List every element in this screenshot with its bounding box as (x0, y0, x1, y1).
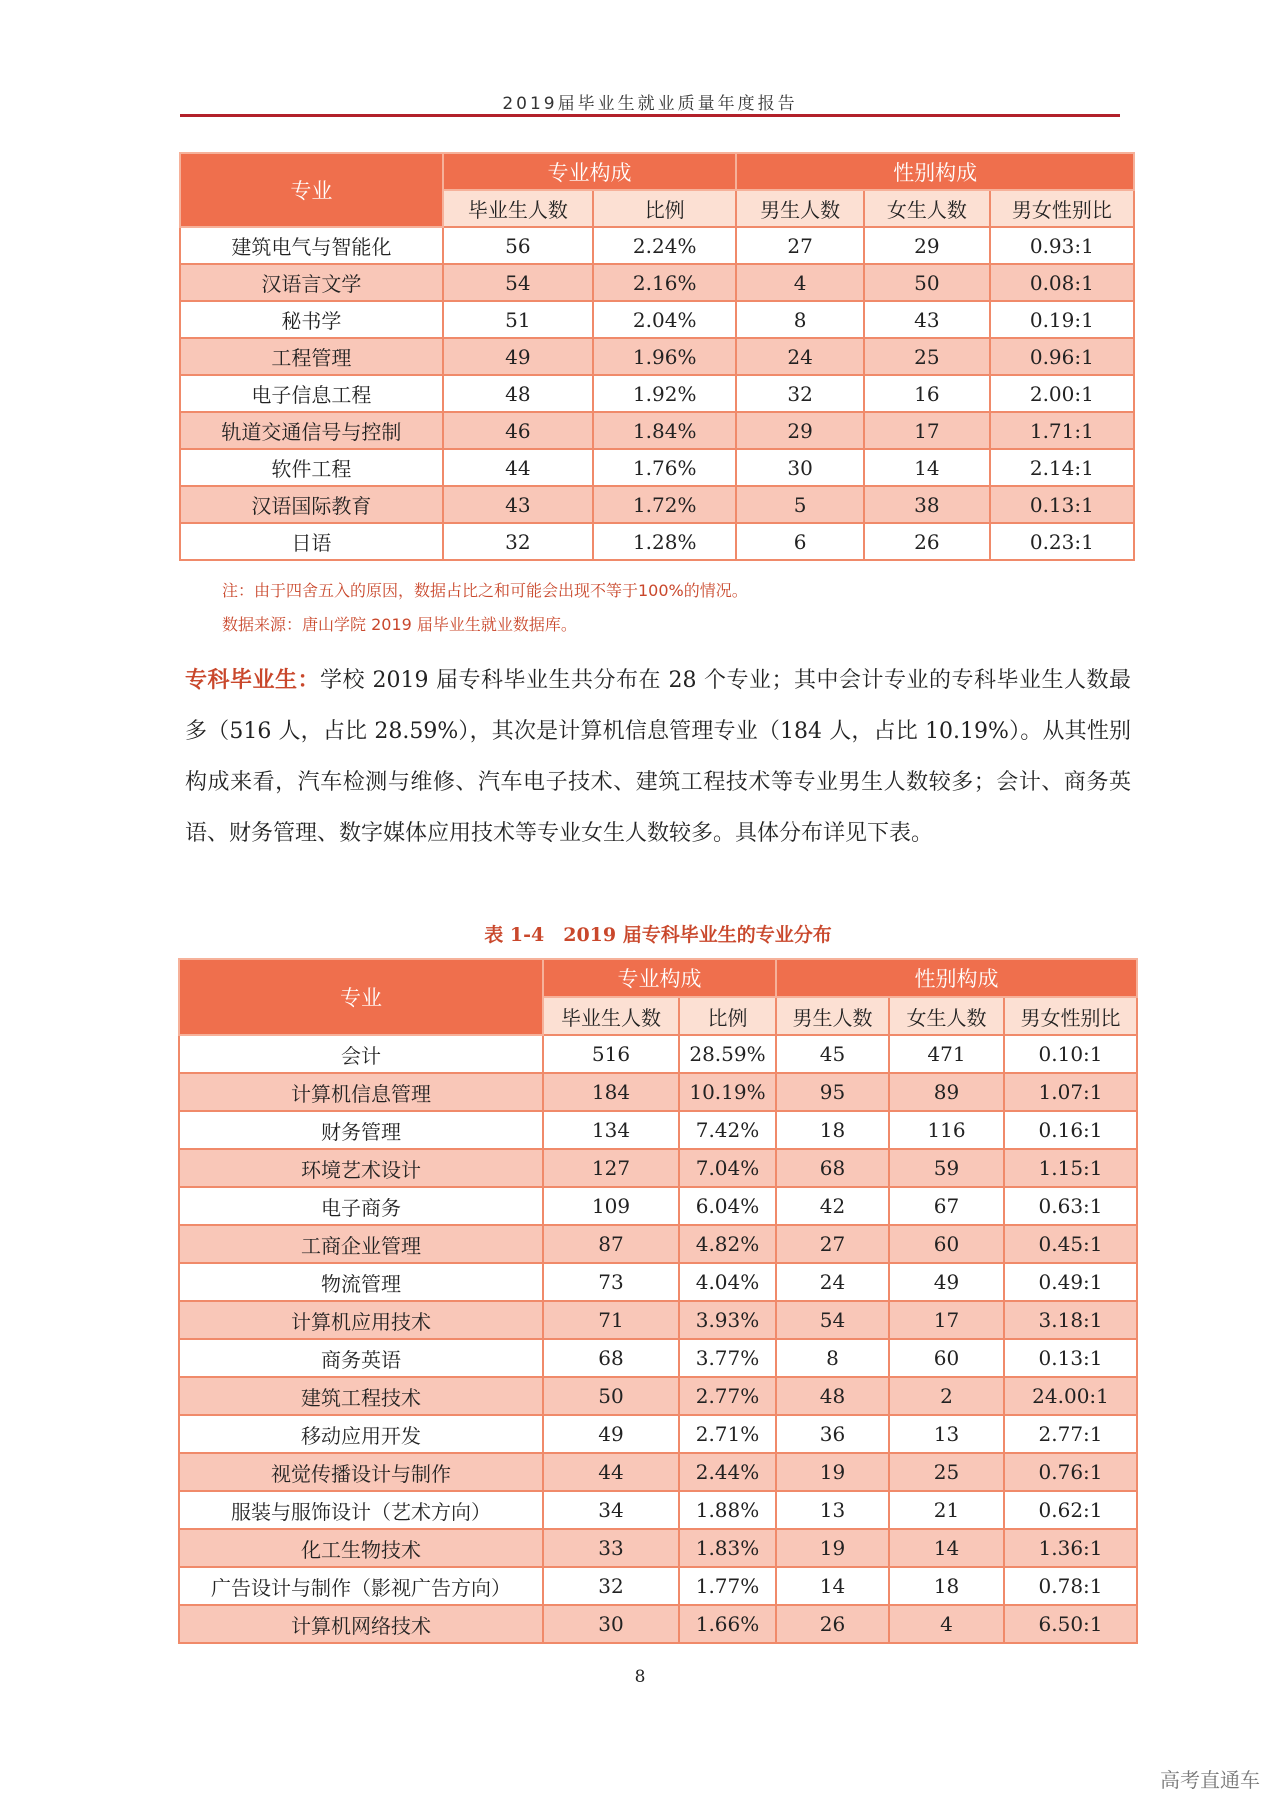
paragraph-lead: 专科毕业生： (185, 668, 321, 693)
male-cell: 19 (776, 1529, 889, 1567)
table-row (179, 1567, 1137, 1605)
male-cell: 26 (776, 1605, 889, 1643)
sex-ratio-cell: 2.00:1 (990, 375, 1134, 412)
female-cell: 17 (889, 1301, 1004, 1339)
graduates-cell: 49 (443, 338, 593, 375)
female-cell: 60 (889, 1339, 1004, 1377)
table-row (179, 1035, 1137, 1073)
sex-ratio-cell: 0.63:1 (1004, 1187, 1137, 1225)
page-number: 8 (634, 1667, 646, 1687)
major-cell: 电子信息工程 (180, 375, 443, 412)
major-cell: 日语 (180, 523, 443, 560)
header-female: 女生人数 (864, 190, 990, 227)
sex-ratio-cell: 24.00:1 (1004, 1377, 1137, 1415)
ratio-cell: 1.96% (593, 338, 736, 375)
graduates-cell: 44 (443, 449, 593, 486)
table-row (179, 1453, 1137, 1491)
male-cell: 5 (736, 486, 864, 523)
header-major: 专业 (180, 153, 443, 227)
female-cell: 59 (889, 1149, 1004, 1187)
header-graduates: 毕业生人数 (543, 997, 679, 1035)
junior-college-major-table (178, 958, 1138, 1644)
table-row (180, 301, 1134, 338)
female-cell: 67 (889, 1187, 1004, 1225)
male-cell: 18 (776, 1111, 889, 1149)
female-cell: 471 (889, 1035, 1004, 1073)
female-cell: 2 (889, 1377, 1004, 1415)
table-row (179, 1529, 1137, 1567)
sex-ratio-cell: 6.50:1 (1004, 1605, 1137, 1643)
table-row (179, 1187, 1137, 1225)
sex-ratio-cell: 0.49:1 (1004, 1263, 1137, 1301)
female-cell: 21 (889, 1491, 1004, 1529)
header-composition: 专业构成 (543, 959, 776, 997)
header-rule (180, 114, 1120, 117)
male-cell: 32 (736, 375, 864, 412)
graduates-cell: 54 (443, 264, 593, 301)
ratio-cell: 1.77% (679, 1567, 776, 1605)
major-cell: 电子商务 (179, 1187, 543, 1225)
female-cell: 29 (864, 227, 990, 264)
graduates-cell: 33 (543, 1529, 679, 1567)
ratio-cell: 2.44% (679, 1453, 776, 1491)
ratio-cell: 2.71% (679, 1415, 776, 1453)
graduates-cell: 71 (543, 1301, 679, 1339)
major-cell: 移动应用开发 (179, 1415, 543, 1453)
table-note: 注：由于四舍五入的原因，数据占比之和可能会出现不等于100%的情况。 (222, 581, 748, 600)
male-cell: 30 (736, 449, 864, 486)
sex-ratio-cell: 1.07:1 (1004, 1073, 1137, 1111)
graduates-cell: 68 (543, 1339, 679, 1377)
header-male: 男生人数 (736, 190, 864, 227)
sex-ratio-cell: 0.62:1 (1004, 1491, 1137, 1529)
male-cell: 24 (736, 338, 864, 375)
major-cell: 建筑电气与智能化 (180, 227, 443, 264)
sex-ratio-cell: 0.23:1 (990, 523, 1134, 560)
ratio-cell: 28.59% (679, 1035, 776, 1073)
table-row (180, 375, 1134, 412)
major-cell: 会计 (179, 1035, 543, 1073)
major-cell: 财务管理 (179, 1111, 543, 1149)
female-cell: 43 (864, 301, 990, 338)
ratio-cell: 1.72% (593, 486, 736, 523)
table-row (179, 1111, 1137, 1149)
graduates-cell: 127 (543, 1149, 679, 1187)
female-cell: 26 (864, 523, 990, 560)
graduates-cell: 48 (443, 375, 593, 412)
graduates-cell: 51 (443, 301, 593, 338)
major-cell: 汉语言文学 (180, 264, 443, 301)
major-cell: 计算机信息管理 (179, 1073, 543, 1111)
major-cell: 工商企业管理 (179, 1225, 543, 1263)
graduates-cell: 516 (543, 1035, 679, 1073)
male-cell: 27 (736, 227, 864, 264)
header-composition: 专业构成 (443, 153, 737, 190)
ratio-cell: 2.24% (593, 227, 736, 264)
male-cell: 29 (736, 412, 864, 449)
female-cell: 60 (889, 1225, 1004, 1263)
male-cell: 95 (776, 1073, 889, 1111)
header-sex-ratio: 男女性别比 (990, 190, 1134, 227)
ratio-cell: 1.84% (593, 412, 736, 449)
graduates-cell: 34 (543, 1491, 679, 1529)
ratio-cell: 1.76% (593, 449, 736, 486)
header-major: 专业 (179, 959, 543, 1035)
table-row (180, 338, 1134, 375)
sex-ratio-cell: 0.78:1 (1004, 1567, 1137, 1605)
table-row (179, 1377, 1137, 1415)
female-cell: 16 (864, 375, 990, 412)
male-cell: 42 (776, 1187, 889, 1225)
graduates-cell: 50 (543, 1377, 679, 1415)
table-row (179, 1225, 1137, 1263)
major-cell: 汉语国际教育 (180, 486, 443, 523)
sex-ratio-cell: 0.45:1 (1004, 1225, 1137, 1263)
graduates-cell: 32 (543, 1567, 679, 1605)
sex-ratio-cell: 0.13:1 (990, 486, 1134, 523)
graduates-cell: 44 (543, 1453, 679, 1491)
header-gender: 性别构成 (776, 959, 1137, 997)
table-row (179, 1263, 1137, 1301)
female-cell: 38 (864, 486, 990, 523)
sex-ratio-cell: 0.08:1 (990, 264, 1134, 301)
major-cell: 秘书学 (180, 301, 443, 338)
table-row (179, 1339, 1137, 1377)
male-cell: 54 (776, 1301, 889, 1339)
male-cell: 4 (736, 264, 864, 301)
female-cell: 50 (864, 264, 990, 301)
female-cell: 14 (864, 449, 990, 486)
female-cell: 89 (889, 1073, 1004, 1111)
table-row (180, 227, 1134, 264)
sex-ratio-cell: 2.14:1 (990, 449, 1134, 486)
female-cell: 49 (889, 1263, 1004, 1301)
major-cell: 服装与服饰设计（艺术方向） (179, 1491, 543, 1529)
female-cell: 25 (889, 1453, 1004, 1491)
table-row (180, 523, 1134, 560)
header-male: 男生人数 (776, 997, 889, 1035)
sex-ratio-cell: 0.96:1 (990, 338, 1134, 375)
ratio-cell: 4.82% (679, 1225, 776, 1263)
graduates-cell: 43 (443, 486, 593, 523)
female-cell: 13 (889, 1415, 1004, 1453)
male-cell: 19 (776, 1453, 889, 1491)
female-cell: 4 (889, 1605, 1004, 1643)
male-cell: 8 (776, 1339, 889, 1377)
paragraph-text: 学校 2019 届专科毕业生共分布在 28 个专业；其中会计专业的专科毕业生人数最多（516 人，占比 28.59%），其次是计算机信息管理专业（184 人，占比 10.19%）。从其性别构成来看，汽车检测与维修、汽车电子技术、建筑工程技术等专业男生人数较多；会计、商务英语、财务管理、数字媒体应用技术等专业女生人数较多。具体分布详见下表。 (185, 668, 1131, 846)
major-cell: 轨道交通信号与控制 (180, 412, 443, 449)
male-cell: 36 (776, 1415, 889, 1453)
watermark: 高考直通车 (1160, 1768, 1260, 1792)
ratio-cell: 3.77% (679, 1339, 776, 1377)
ratio-cell: 2.16% (593, 264, 736, 301)
male-cell: 68 (776, 1149, 889, 1187)
male-cell: 13 (776, 1491, 889, 1529)
graduates-cell: 56 (443, 227, 593, 264)
female-cell: 14 (889, 1529, 1004, 1567)
graduates-cell: 73 (543, 1263, 679, 1301)
header-sex-ratio: 男女性别比 (1004, 997, 1137, 1035)
sex-ratio-cell: 0.16:1 (1004, 1111, 1137, 1149)
female-cell: 18 (889, 1567, 1004, 1605)
male-cell: 8 (736, 301, 864, 338)
table-row (179, 1073, 1137, 1111)
male-cell: 27 (776, 1225, 889, 1263)
female-cell: 116 (889, 1111, 1004, 1149)
major-cell: 计算机网络技术 (179, 1605, 543, 1643)
sex-ratio-cell: 0.76:1 (1004, 1453, 1137, 1491)
table-row (179, 1301, 1137, 1339)
table-row (180, 412, 1134, 449)
ratio-cell: 2.77% (679, 1377, 776, 1415)
table-caption: 表 1-4 2019 届专科毕业生的专业分布 (484, 924, 832, 946)
graduates-cell: 32 (443, 523, 593, 560)
ratio-cell: 10.19% (679, 1073, 776, 1111)
ratio-cell: 1.28% (593, 523, 736, 560)
major-cell: 工程管理 (180, 338, 443, 375)
undergraduate-major-table (179, 152, 1135, 561)
table-row (179, 1415, 1137, 1453)
major-cell: 化工生物技术 (179, 1529, 543, 1567)
sex-ratio-cell: 1.15:1 (1004, 1149, 1137, 1187)
running-header: 2019届毕业生就业质量年度报告 (502, 94, 798, 114)
major-cell: 商务英语 (179, 1339, 543, 1377)
ratio-cell: 1.66% (679, 1605, 776, 1643)
male-cell: 48 (776, 1377, 889, 1415)
header-graduates: 毕业生人数 (443, 190, 593, 227)
major-cell: 软件工程 (180, 449, 443, 486)
female-cell: 25 (864, 338, 990, 375)
graduates-cell: 30 (543, 1605, 679, 1643)
graduates-cell: 87 (543, 1225, 679, 1263)
body-paragraph (185, 655, 1131, 859)
table-row (180, 264, 1134, 301)
table-row (179, 1605, 1137, 1643)
graduates-cell: 49 (543, 1415, 679, 1453)
table-row (179, 1491, 1137, 1529)
header-gender: 性别构成 (736, 153, 1134, 190)
ratio-cell: 3.93% (679, 1301, 776, 1339)
sex-ratio-cell: 0.93:1 (990, 227, 1134, 264)
ratio-cell: 7.42% (679, 1111, 776, 1149)
sex-ratio-cell: 0.19:1 (990, 301, 1134, 338)
header-female: 女生人数 (889, 997, 1004, 1035)
major-cell: 计算机应用技术 (179, 1301, 543, 1339)
male-cell: 6 (736, 523, 864, 560)
ratio-cell: 2.04% (593, 301, 736, 338)
table-row (180, 486, 1134, 523)
male-cell: 14 (776, 1567, 889, 1605)
sex-ratio-cell: 1.71:1 (990, 412, 1134, 449)
male-cell: 45 (776, 1035, 889, 1073)
ratio-cell: 7.04% (679, 1149, 776, 1187)
sex-ratio-cell: 2.77:1 (1004, 1415, 1137, 1453)
major-cell: 广告设计与制作（影视广告方向） (179, 1567, 543, 1605)
sex-ratio-cell: 1.36:1 (1004, 1529, 1137, 1567)
graduates-cell: 109 (543, 1187, 679, 1225)
male-cell: 24 (776, 1263, 889, 1301)
graduates-cell: 46 (443, 412, 593, 449)
header-ratio: 比例 (593, 190, 736, 227)
sex-ratio-cell: 0.10:1 (1004, 1035, 1137, 1073)
ratio-cell: 1.83% (679, 1529, 776, 1567)
major-cell: 视觉传播设计与制作 (179, 1453, 543, 1491)
table-row (180, 449, 1134, 486)
sex-ratio-cell: 3.18:1 (1004, 1301, 1137, 1339)
ratio-cell: 1.88% (679, 1491, 776, 1529)
female-cell: 17 (864, 412, 990, 449)
sex-ratio-cell: 0.13:1 (1004, 1339, 1137, 1377)
table-source: 数据来源：唐山学院 2019 届毕业生就业数据库。 (222, 615, 577, 634)
ratio-cell: 6.04% (679, 1187, 776, 1225)
header-ratio: 比例 (679, 997, 776, 1035)
ratio-cell: 1.92% (593, 375, 736, 412)
major-cell: 环境艺术设计 (179, 1149, 543, 1187)
major-cell: 物流管理 (179, 1263, 543, 1301)
graduates-cell: 184 (543, 1073, 679, 1111)
ratio-cell: 4.04% (679, 1263, 776, 1301)
table-row (179, 1149, 1137, 1187)
graduates-cell: 134 (543, 1111, 679, 1149)
major-cell: 建筑工程技术 (179, 1377, 543, 1415)
